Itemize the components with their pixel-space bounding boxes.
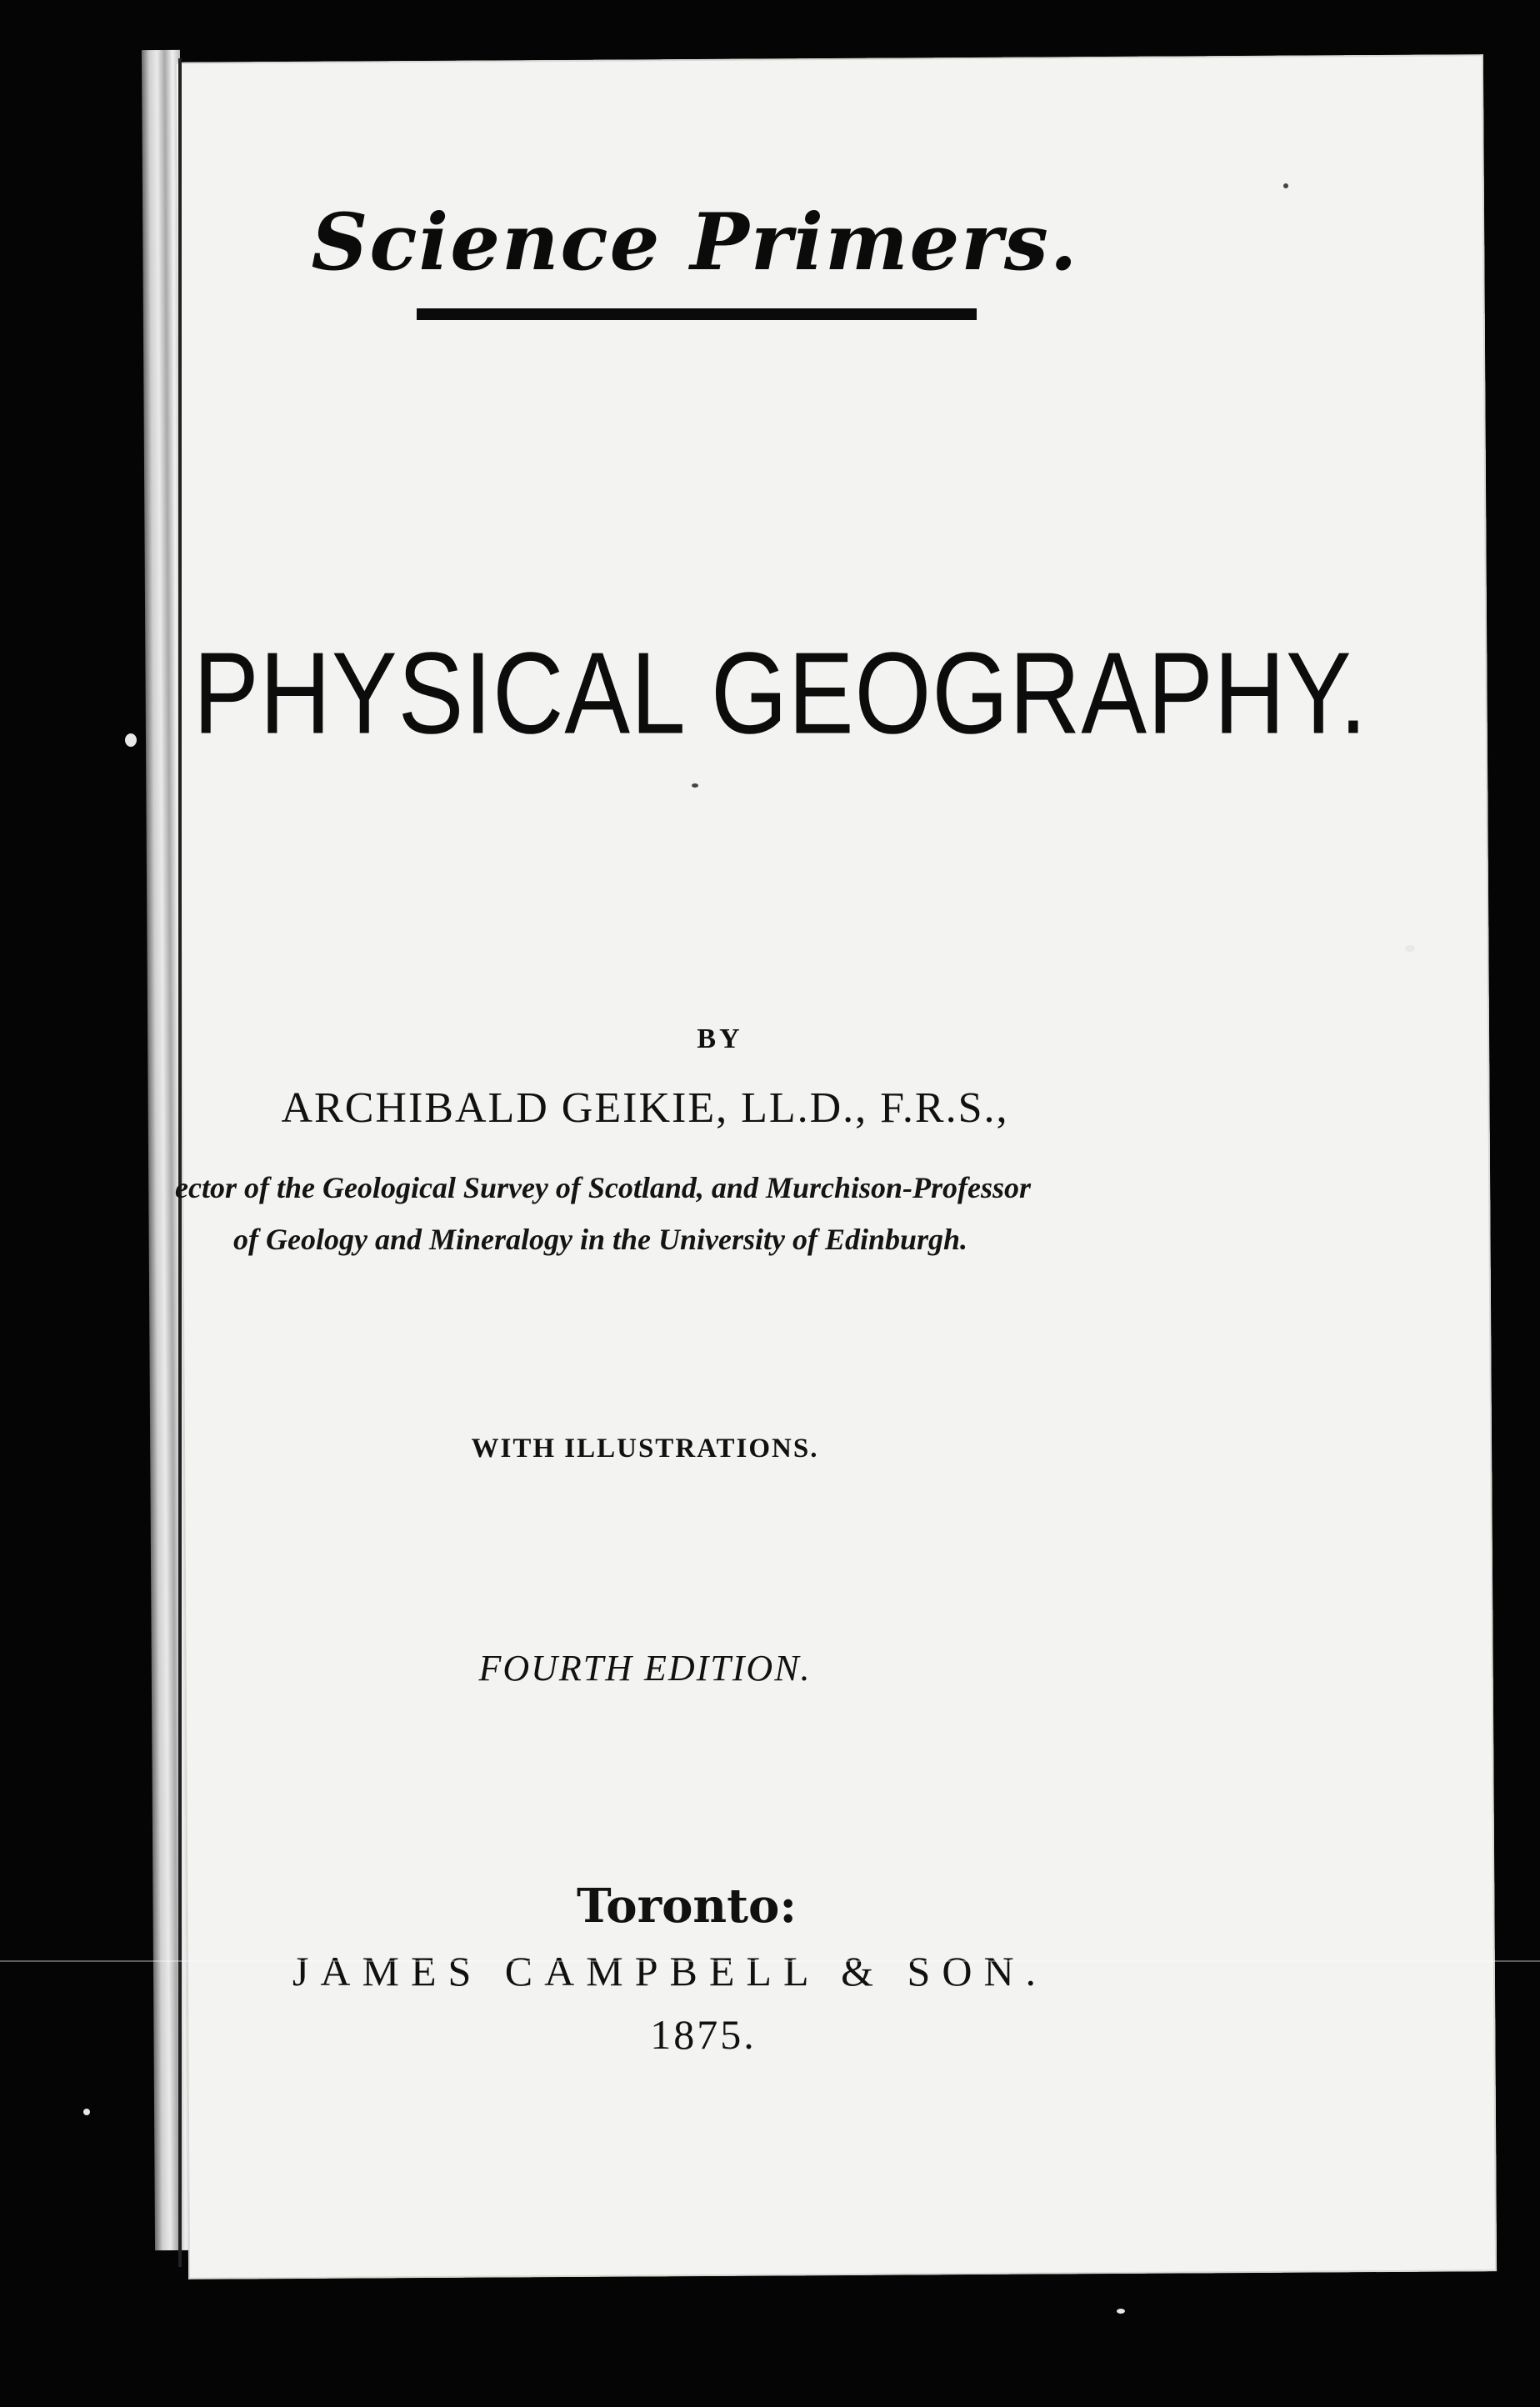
series-underline	[417, 308, 977, 320]
publication-place: Toronto:	[576, 1879, 798, 1934]
publisher-name: JAMES CAMPBELL & SON.	[292, 1948, 1048, 1994]
scan-speck	[83, 2109, 90, 2115]
illustrations-note: WITH ILLUSTRATIONS.	[471, 1434, 819, 1464]
title-page	[175, 54, 1497, 2279]
scan-speck	[1405, 945, 1415, 952]
author-credentials-line-1: ector of the Geological Survey of Scotland, and Murchison-Professor	[175, 1171, 1032, 1204]
scan-speck	[1117, 2309, 1125, 2314]
scan-speck	[692, 783, 698, 788]
by-line: BY	[697, 1023, 743, 1054]
publication-year: 1875.	[650, 2011, 757, 2058]
edition-note: FOURTH EDITION.	[478, 1648, 812, 1689]
author-name: ARCHIBALD GEIKIE, LL.D., F.R.S.,	[281, 1084, 1009, 1132]
scan-speck	[125, 733, 137, 747]
series-heading	[0, 197, 1540, 300]
scan-speck	[1283, 183, 1288, 188]
book-title: PHYSICAL GEOGRAPHY.	[193, 628, 1368, 759]
series-title: Science Primers.	[311, 197, 1079, 288]
author-credentials-line-2: of Geology and Mineralogy in the University of Edinburgh.	[233, 1223, 968, 1256]
page-edge	[178, 58, 182, 2267]
scan-line-artifact	[0, 1960, 1540, 1962]
